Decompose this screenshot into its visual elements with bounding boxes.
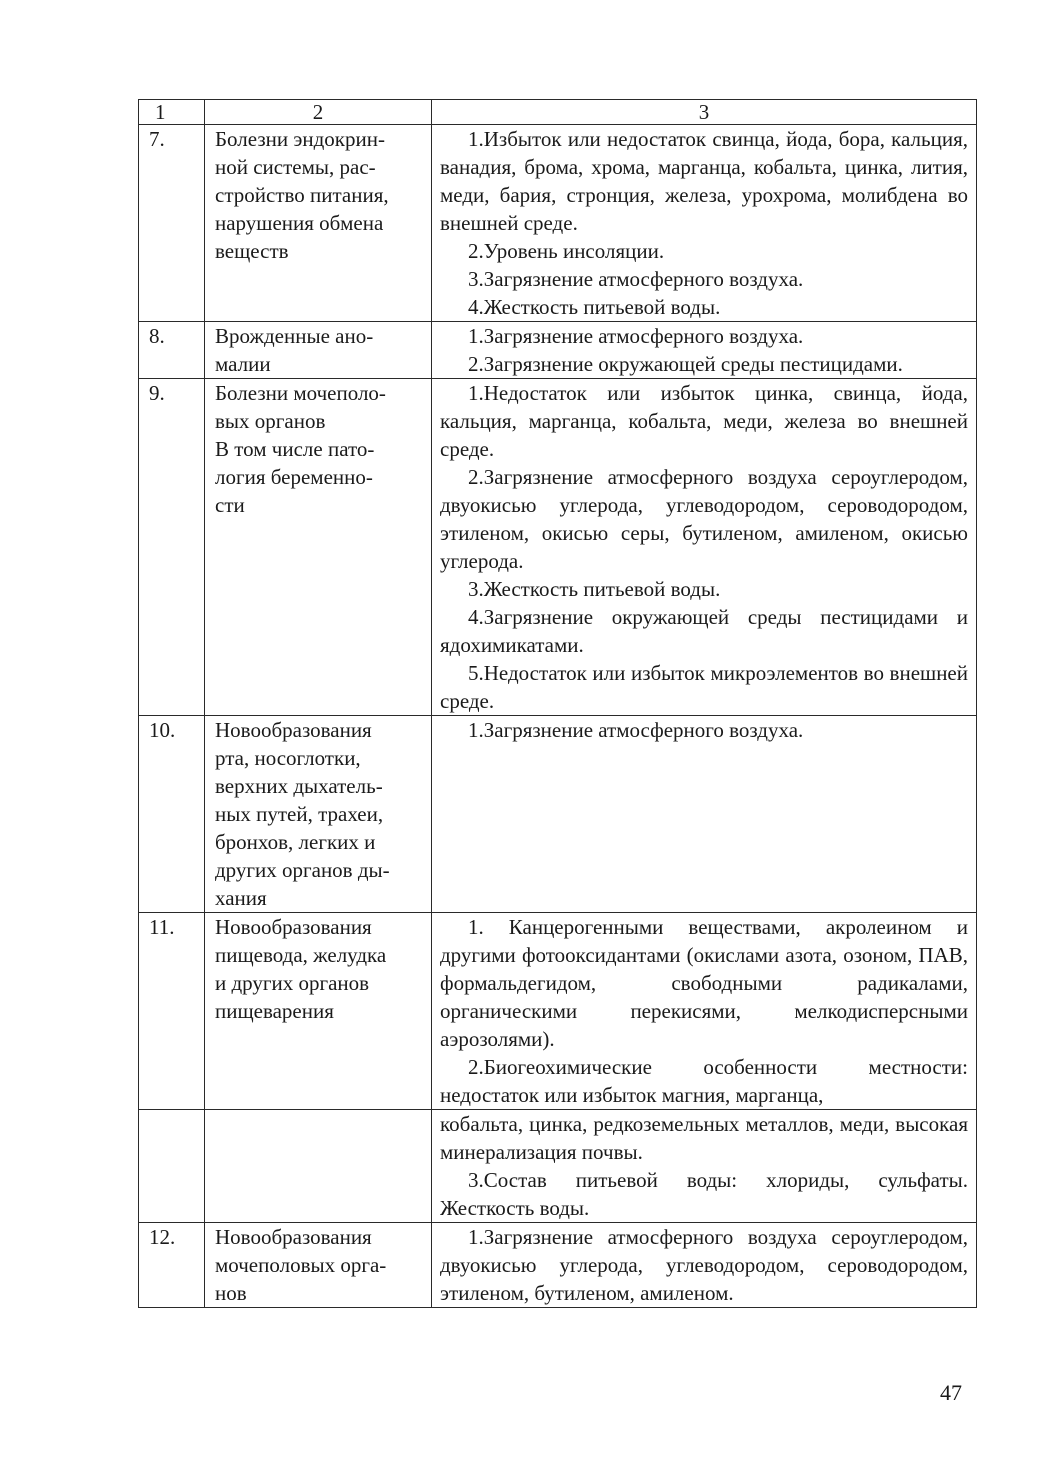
disease-line: верхних дыхатель- [215,774,383,798]
header-col-2: 2 [205,100,432,125]
row-number: 10. [139,716,205,913]
disease-cell [205,322,432,379]
disease-line: рта, носоглотки, [215,746,361,770]
table-row [139,125,977,322]
row-number: 8. [139,322,205,379]
factor-item: 4.Загрязнение окружающей среды пестицидами и ядохимикатами. [440,605,968,657]
factor-item: 1.Избыток или недостаток свинца, йода, бора, кальция, ванадия, брома, хрома, марганца, кобальта, цинка, лития, меди, бария, стронция, железа, урохрома, молибдена во внешней среде. [440,127,968,235]
disease-line: Новообразования [215,1225,372,1249]
disease-cell [205,1223,432,1308]
disease-line: бронхов, легких и [215,830,376,854]
disease-line: и других органов [215,971,370,995]
factor-item: 3.Состав питьевой воды: хлориды, сульфаты. Жесткость воды. [440,1168,968,1220]
disease-line: Врожденные ано- [215,324,374,348]
factors-cell [432,913,977,1110]
factors-cell [432,125,977,322]
page-number: 47 [940,1380,962,1405]
table-row [139,913,977,1110]
disease-line: малии [215,352,271,376]
disease-line: Новообразования [215,915,372,939]
row-number: 12. [139,1223,205,1308]
disease-line: хания [215,886,267,910]
factor-item: 1.Загрязнение атмосферного воздуха. [468,324,804,348]
disease-line: нарушения обмена [215,211,384,235]
table-header-row [139,100,977,125]
table-row [139,1223,977,1308]
factors-cell [432,1110,977,1223]
factor-item: 1.Загрязнение атмосферного воздуха. [468,718,804,742]
disease-line: В том числе пато- [215,437,375,461]
disease-line: веществ [215,239,289,263]
table-row [139,322,977,379]
table-row [139,716,977,913]
factors-cell [432,379,977,716]
disease-line: нов [215,1281,247,1305]
factor-item: 2.Загрязнение окружающей среды пестицидами. [468,352,903,376]
disease-cell [205,125,432,322]
disease-cell [205,913,432,1110]
row-number: 9. [139,379,205,716]
factor-item: 2.Уровень инсоляции. [468,239,665,263]
disease-line: Новообразования [215,718,372,742]
table-row-continued [139,1110,977,1223]
factor-item: 5.Недостаток или избыток микроэлементов во внешней среде. [440,661,968,713]
factors-cell [432,1223,977,1308]
row-number: 7. [139,125,205,322]
disease-line: вых органов [215,409,326,433]
factor-item: 1.Загрязнение атмосферного воздуха сероуглеродом, двуокисью углерода, углеводородом, сероводородом, этиленом, бутиленом, амиленом. [440,1225,968,1305]
factor-item-continued: кобальта, цинка, редкоземельных металлов, меди, высокая минерализация почвы. [440,1112,968,1164]
disease-line: ных путей, трахеи, [215,802,384,826]
factor-item: 1. Канцерогенными веществами, акролеином и другими фотооксидантами (окислами азота, озоном, ПАВ, формальдегидом, свободными радикалами, органическими перекисями, мелкодисперсными аэрозолями). [440,915,968,1051]
disease-line: ной системы, рас- [215,155,376,179]
row-number [139,1110,205,1223]
disease-line: стройство питания, [215,183,389,207]
factor-item: 3.Жесткость питьевой воды. [468,577,721,601]
factor-item: 2.Биогеохимические особенности местности: недостаток или избыток магния, марганца, [440,1055,968,1107]
factors-table [138,99,977,1308]
factor-item: 3.Загрязнение атмосферного воздуха. [468,267,804,291]
factors-cell [432,322,977,379]
factor-item: 2.Загрязнение атмосферного воздуха сероуглеродом, двуокисью углерода, углеводородом, сероводородом, этиленом, окисью серы, бутиленом, амиленом, окисью углерода. [440,465,968,573]
disease-cell [205,379,432,716]
disease-line: Болезни мочеполо- [215,381,386,405]
factor-item: 1.Недостаток или избыток цинка, свинца, йода, кальция, марганца, кобальта, меди, железа во внешней среде. [440,381,968,461]
disease-line: пищеварения [215,999,334,1023]
disease-cell [205,716,432,913]
header-col-1: 1 [139,100,205,125]
factor-item: 4.Жесткость питьевой воды. [468,295,721,319]
disease-line: сти [215,493,245,517]
disease-line: Болезни эндокрин- [215,127,385,151]
table-row [139,379,977,716]
disease-line: логия беременно- [215,465,373,489]
disease-line: пищевода, желудка [215,943,387,967]
header-col-3: 3 [432,100,977,125]
disease-cell [205,1110,432,1223]
row-number: 11. [139,913,205,1110]
factors-cell [432,716,977,913]
disease-line: других органов ды- [215,858,390,882]
disease-line: мочеполовых орга- [215,1253,387,1277]
